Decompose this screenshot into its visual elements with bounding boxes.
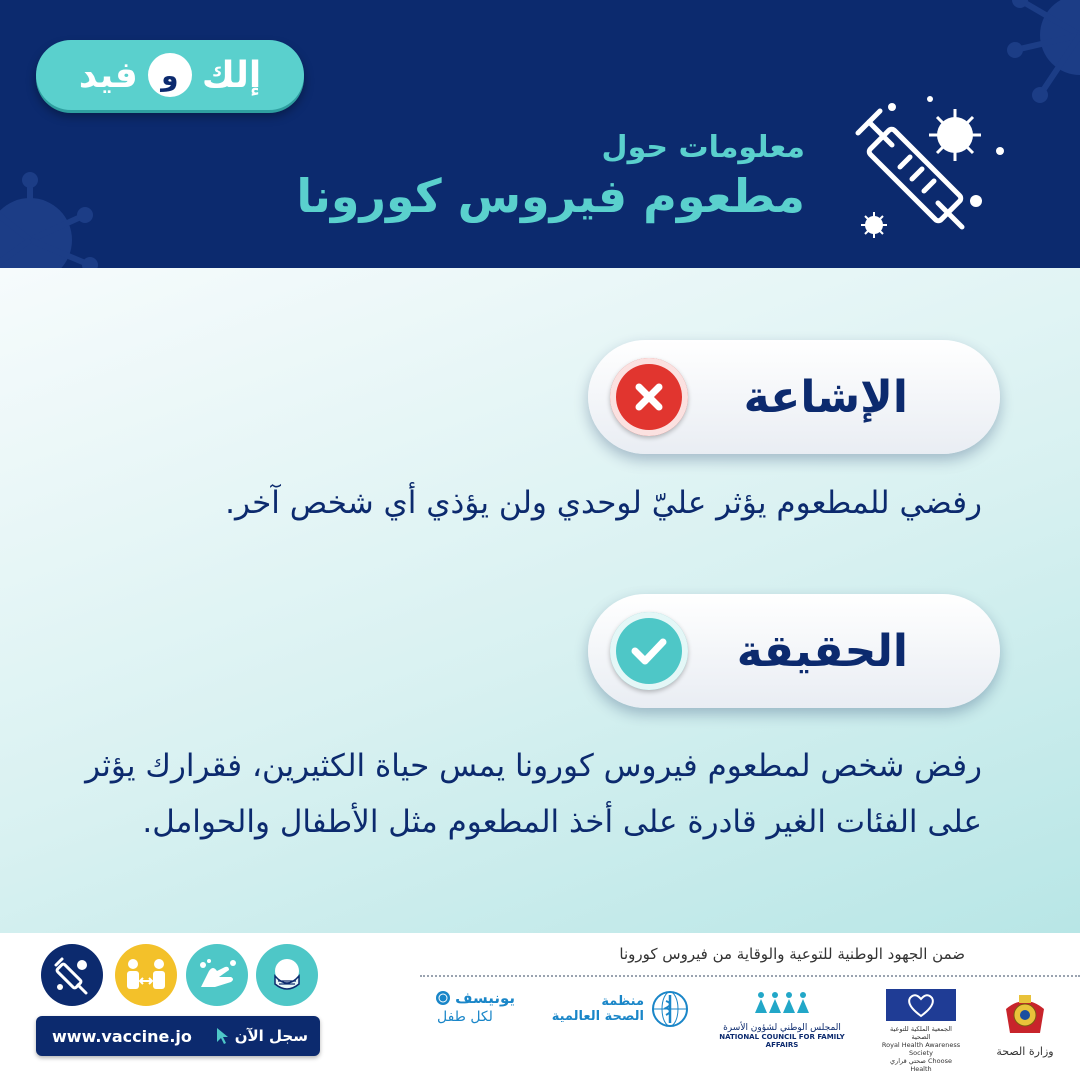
register-link[interactable]	[36, 1016, 320, 1056]
register-cta-label: سجل الآن	[234, 1027, 308, 1045]
partner-unicef	[415, 989, 515, 1025]
page-title: مطعوم فيروس كورونا	[296, 169, 805, 223]
heart-logo-icon	[886, 989, 956, 1021]
register-url[interactable]: www.vaccine.jo	[52, 1026, 192, 1046]
syringe-virus-icon	[850, 95, 1010, 245]
rhas-tag: صحتي قراري Choose Health	[890, 1057, 952, 1073]
x-mark-icon	[610, 358, 688, 436]
header-subtitle: معلومات حول	[601, 130, 805, 165]
vaccine-icon	[41, 944, 103, 1006]
rhas-name-ar: الجمعية الملكية للتوعية الصحية	[890, 1025, 952, 1041]
register-cta[interactable]	[215, 1027, 308, 1045]
unicef-emblem-icon	[435, 990, 451, 1006]
face-mask-icon	[256, 944, 318, 1006]
jordan-emblem-icon	[1002, 989, 1048, 1039]
social-distance-icon	[115, 944, 177, 1006]
rhas-name-en: Royal Health Awareness Society	[881, 1041, 961, 1057]
partner-who	[540, 989, 690, 1029]
ncfa-name-ar: المجلس الوطني لشؤون الأسرة	[723, 1023, 841, 1033]
header-banner	[0, 0, 1080, 268]
partner-ncfa	[712, 989, 852, 1049]
who-emblem-icon	[650, 989, 690, 1029]
ncfa-name-en: NATIONAL COUNCIL FOR FAMILY AFFAIRS	[719, 1033, 845, 1049]
fact-label-text: الحقيقة	[736, 625, 908, 677]
virus-decoration-icon	[1000, 0, 1080, 110]
unicef-name: يونيسف	[455, 989, 515, 1007]
partner-rhas	[880, 989, 962, 1073]
who-name-line1: منظمة	[601, 994, 644, 1009]
footer-divider	[420, 975, 1080, 977]
unicef-tag: لكل طفل	[437, 1009, 493, 1025]
myth-statement: رفضي للمطعوم يؤثر عليّ لوحدي ولن يؤذي أي شخص آخر.	[225, 485, 982, 521]
who-name-line2: الصحة العالمية	[551, 1009, 644, 1024]
hand-wash-icon	[186, 944, 248, 1006]
family-council-icon	[747, 989, 817, 1019]
content-panel	[0, 268, 1080, 933]
footer-tagline: ضمن الجهود الوطنية للتوعية والوقاية من فيروس كورونا	[619, 945, 965, 963]
logo-word-right: إلك	[201, 54, 262, 96]
header-title-block	[296, 130, 805, 223]
check-mark-icon	[610, 612, 688, 690]
cursor-icon	[215, 1027, 229, 1045]
partner-moh	[990, 989, 1060, 1058]
footer	[0, 933, 1080, 1080]
brand-logo	[36, 40, 304, 110]
logo-letter: و	[148, 53, 192, 97]
virus-decoration-icon	[0, 170, 140, 268]
moh-name: وزارة الصحة	[996, 1045, 1054, 1058]
logo-word-left: فيد	[78, 54, 138, 96]
myth-label	[588, 340, 1000, 454]
fact-label	[588, 594, 1000, 708]
myth-label-text: الإشاعة	[743, 371, 908, 423]
fact-statement: رفض شخص لمطعوم فيروس كورونا يمس حياة الكثيرين، فقرارك يؤثر على الفئات الغير قادرة على أخذ المطعوم مثل الأطفال والحوامل.	[85, 748, 982, 840]
